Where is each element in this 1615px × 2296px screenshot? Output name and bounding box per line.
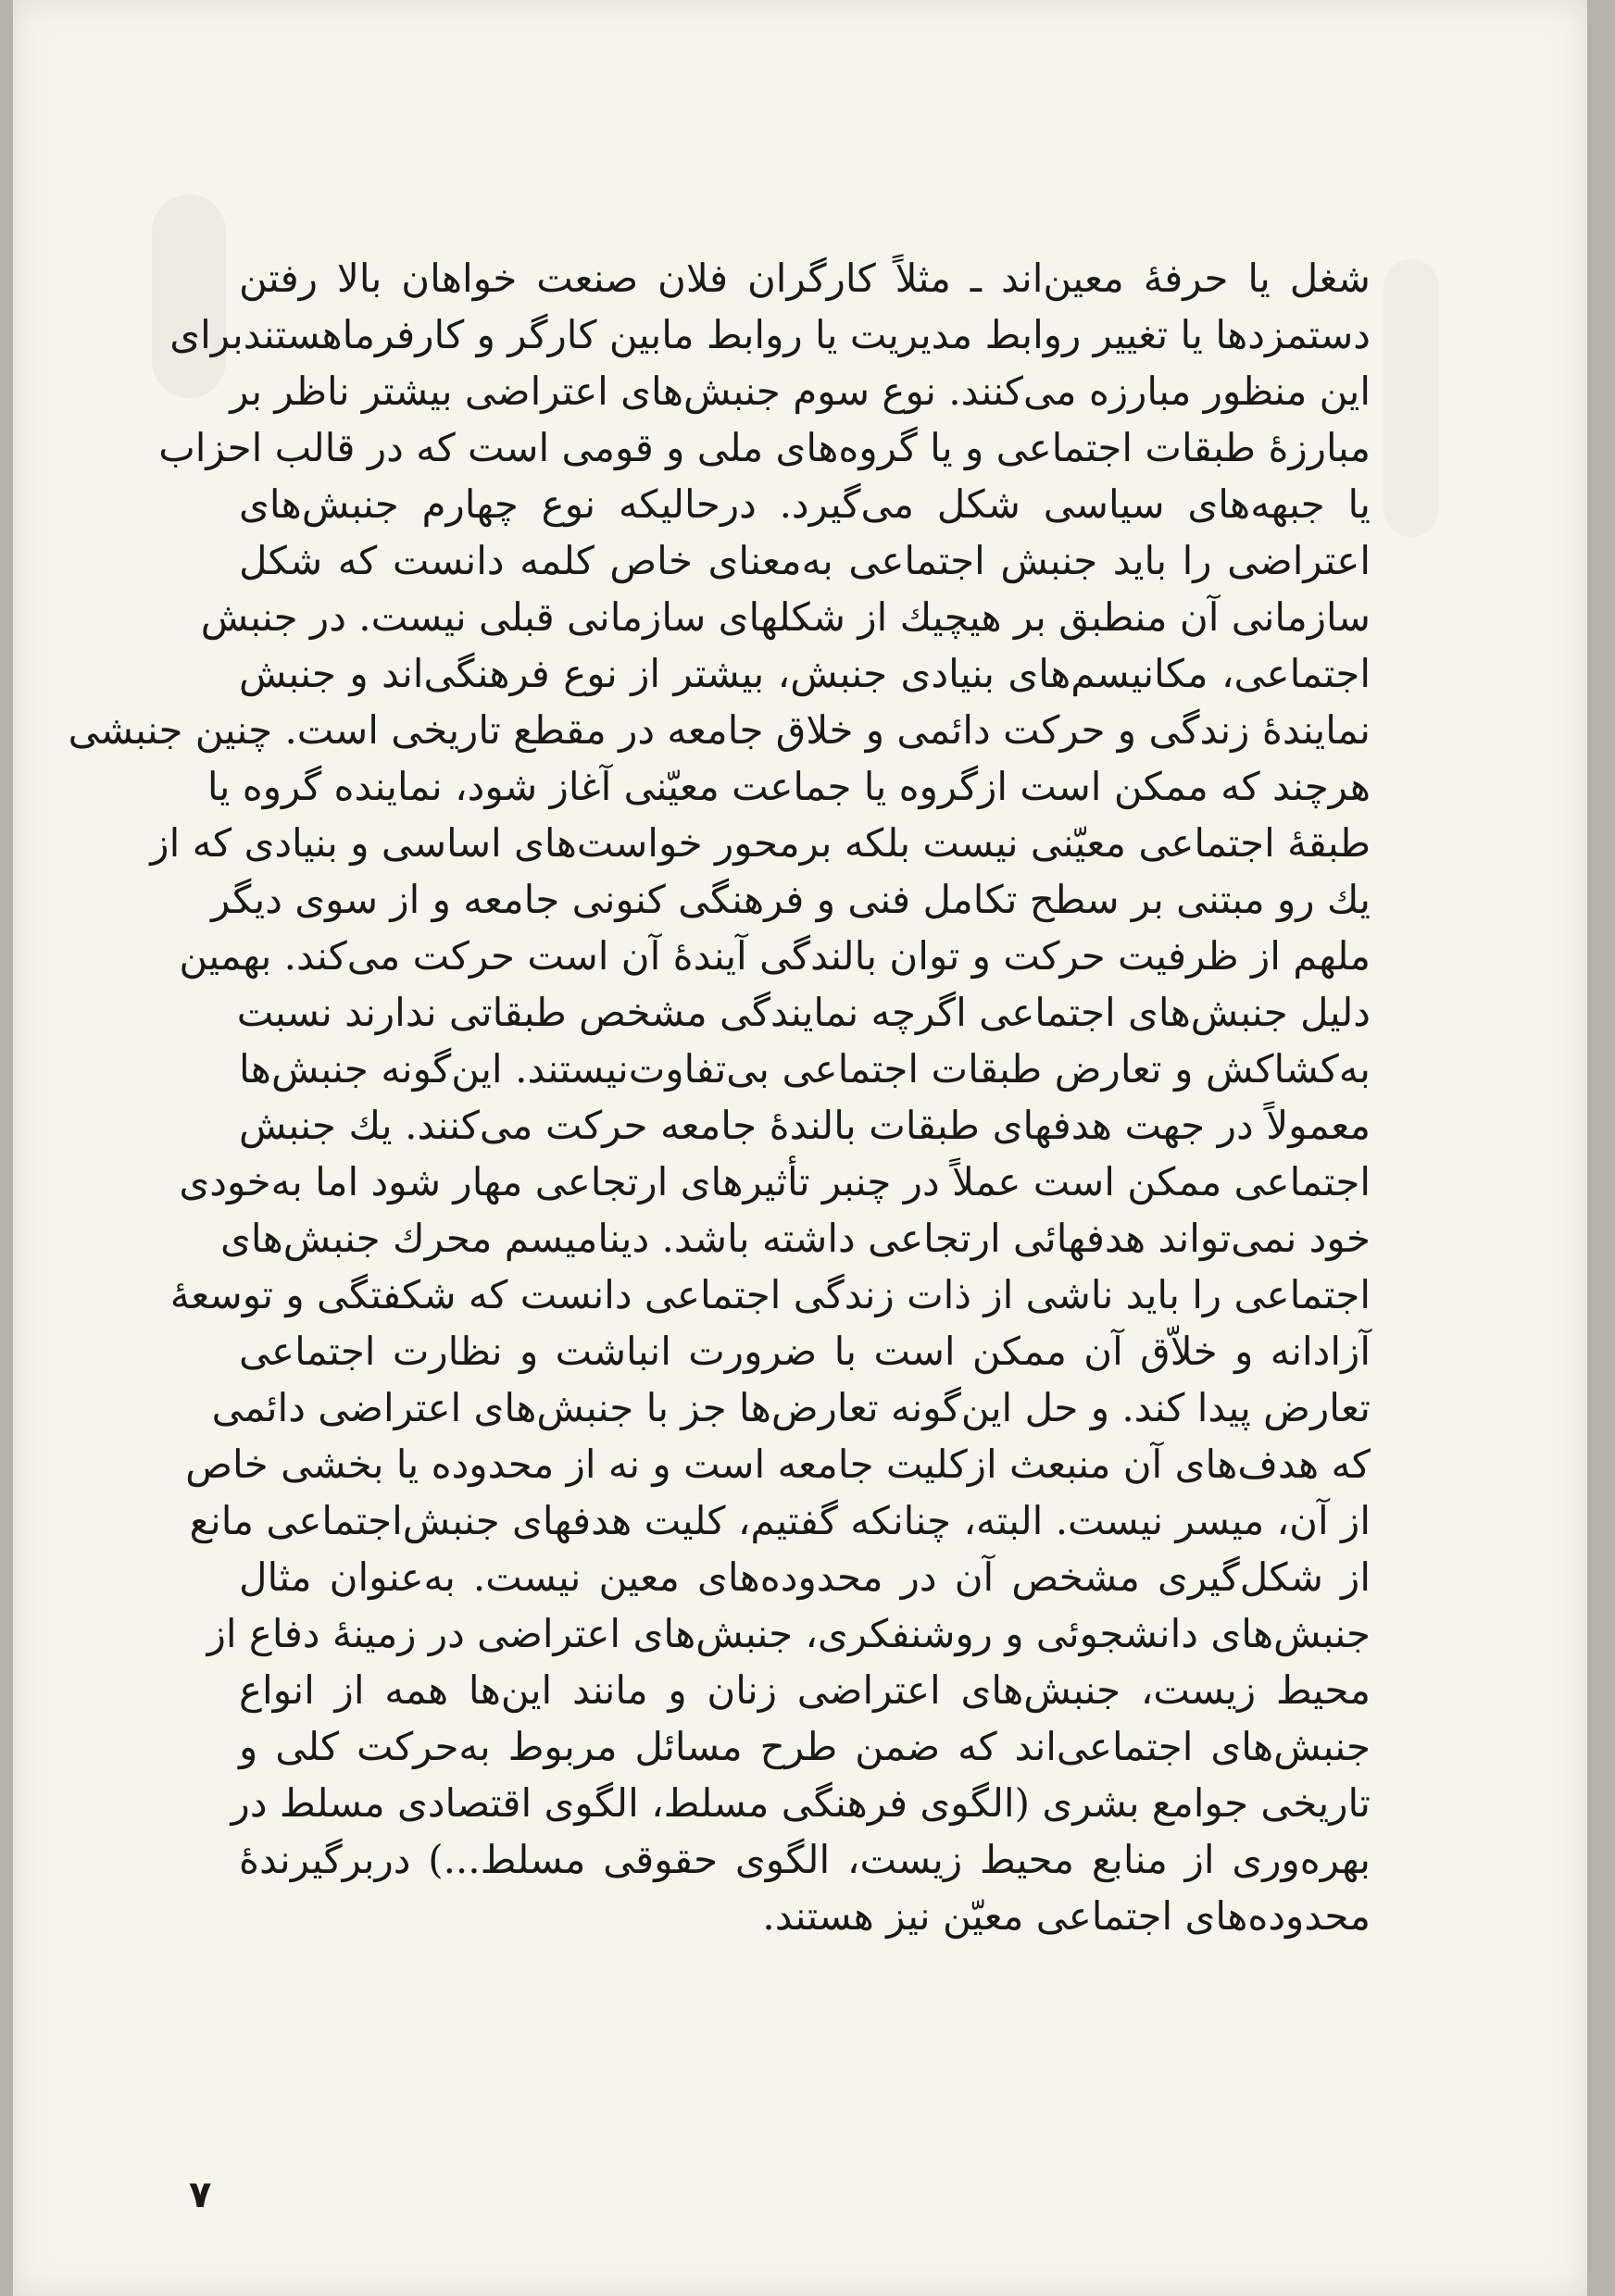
- text-line: دستمزدها یا تغییر روابط مدیریت یا روابط مابین کارگر و کارفرماهستندبرای: [169, 312, 1371, 357]
- text-line: تاریخی جوامع بشری (الگوی فرهنگی مسلط، الگوی اقتصادی مسلط در: [231, 1780, 1371, 1826]
- text-line: این منظور مبارزه می‌کنند. نوع سوم جنبش‌های اعتراضی بیشتر ناظر بر: [230, 368, 1371, 414]
- text-line: یك رو مبتنی بر سطح تکامل فنی و فرهنگی کنونی جامعه و از سوی دیگر: [211, 877, 1371, 922]
- text-line: محدوده‌های اجتماعی معیّن نیز هستند.: [762, 1893, 1371, 1939]
- text-line: از آن، میسر نیست. البته، چنانکه گفتیم، کلیت هدفهای جنبش‌اجتماعی مانع: [189, 1498, 1371, 1543]
- text-line: اجتماعی را باید ناشی از ذات زندگی اجتماعی دانست که شکفتگی و توسعهٔ: [169, 1272, 1371, 1317]
- text-line: بهره‌وری از منابع محیط زیست، الگوی حقوقی مسلط...) دربرگیرندهٔ: [239, 1837, 1371, 1882]
- scanned-page: [13, 0, 1587, 2296]
- text-line: مبارزهٔ طبقات اجتماعی و یا گروه‌های ملی و قومی است که در قالب احزاب: [158, 425, 1371, 470]
- text-line: ملهم از ظرفیت حرکت و توان بالندگی آیندهٔ آن است حرکت می‌کند. بهمین: [179, 933, 1371, 979]
- text-line: از شکل‌گیری مشخص آن در محدوده‌های معین نیست. به‌عنوان مثال: [239, 1554, 1371, 1600]
- body-text: [68, 250, 1371, 1944]
- text-line: خود نمی‌تواند هدفهائی ارتجاعی داشته باشد. دینامیسم محرك جنبش‌های: [219, 1216, 1371, 1261]
- text-line: هرچند که ممکن است ازگروه یا جماعت معیّنی آغاز شود، نماینده گروه یا: [207, 764, 1371, 809]
- text-line: محیط زیست، جنبش‌های اعتراضی زنان و مانند این‌ها همه از انواع: [239, 1667, 1371, 1713]
- text-line: اجتماعی، مکانیسم‌های بنیادی جنبش، بیشتر از نوع فرهنگی‌اند و جنبش: [239, 651, 1371, 696]
- text-line: شغل یا حرفهٔ معین‌اند ـ مثلاً کارگران فلان صنعت خواهان بالا رفتن: [239, 256, 1371, 301]
- text-line: تعارض پیدا کند. و حل این‌گونه تعارض‌ها جز با جنبش‌های اعتراضی دائمی: [211, 1385, 1371, 1430]
- text-line: که هدف‌های آن منبعث ازکلیت جامعه است و نه از محدوده یا بخشی خاص: [185, 1441, 1371, 1487]
- text-line: نمایندهٔ زندگی و حرکت دائمی و خلاق جامعه در مقطع تاریخی است. چنین جنبشی: [68, 707, 1371, 753]
- text-line: سازمانی آن منطبق بر هیچیك از شکلهای سازمانی قبلی نیست. در جنبش: [200, 594, 1371, 640]
- text-line: آزادانه و خلاّق آن ممکن است با ضرورت انباشت و نظارت اجتماعی: [239, 1329, 1371, 1374]
- text-line: جنبش‌های اجتماعی‌اند که ضمن طرح مسائل مربوط به‌حرکت کلی و: [239, 1724, 1371, 1769]
- show-through-mark: [152, 194, 226, 398]
- text-line: یا جبهه‌های سیاسی شکل می‌گیرد. درحالیکه نوع چهارم جنبش‌های: [239, 481, 1371, 527]
- text-line: جنبش‌های دانشجوئی و روشنفکری، جنبش‌های اعتراضی در زمینهٔ دفاع از: [207, 1611, 1371, 1656]
- text-line: معمولاً در جهت هدفهای طبقات بالندهٔ جامعه حرکت می‌کنند. یك جنبش: [239, 1103, 1371, 1148]
- show-through-mark: [1383, 259, 1439, 537]
- text-line: اجتماعی ممکن است عملاً در چنبر تأثیرهای ارتجاعی مهار شود اما به‌خودی: [179, 1159, 1371, 1204]
- text-line: اعتراضی را باید جنبش اجتماعی به‌معنای خاص کلمه دانست که شکل: [239, 538, 1371, 583]
- text-line: طبقهٔ اجتماعی معیّنی نیست بلکه برمحور خواست‌های اساسی و بنیادی که از: [150, 820, 1371, 866]
- page-number: ۷: [189, 2174, 212, 2216]
- text-line: به‌کشاکش و تعارض طبقات اجتماعی بی‌تفاوت‌نیستند. این‌گونه جنبش‌ها: [239, 1046, 1371, 1092]
- text-line: دلیل جنبش‌های اجتماعی اگرچه نمایندگی مشخص طبقاتی ندارند نسبت: [236, 990, 1371, 1035]
